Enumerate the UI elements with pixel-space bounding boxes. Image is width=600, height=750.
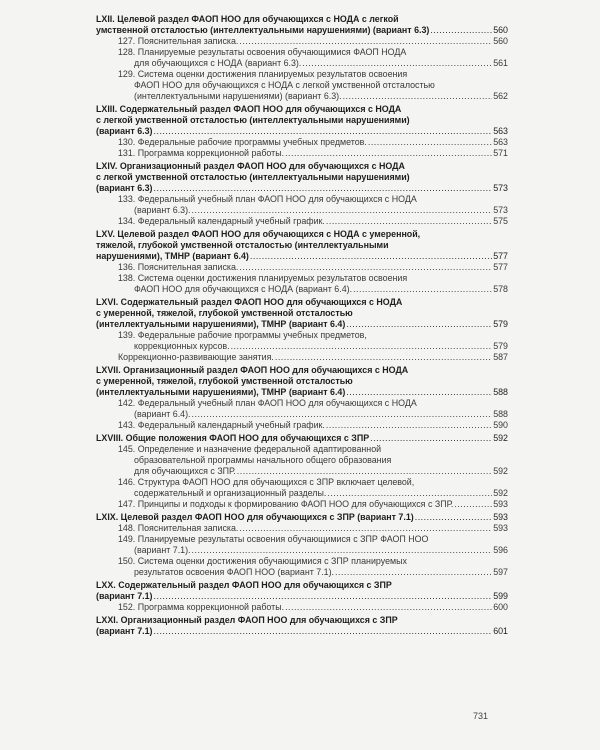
toc-page-number: 597 <box>493 567 508 577</box>
toc-entry-line: (вариант 7.1) <box>96 626 153 636</box>
page-number: 731 <box>473 711 489 721</box>
toc-entry-line: 148. Пояснительная записка. <box>118 523 239 533</box>
toc-entry-line: (вариант 6.3) <box>96 183 153 193</box>
toc-entry-line: (вариант 6.3) <box>96 126 153 136</box>
toc-page-number: 593 <box>493 523 508 533</box>
dot-leader <box>250 251 492 262</box>
toc-section-entry <box>96 14 508 36</box>
dot-leader <box>415 512 492 523</box>
toc-page-number: 593 <box>493 512 508 522</box>
toc-entry-line: 127. Пояснительная записка. <box>118 36 239 46</box>
toc-subentry <box>118 273 508 295</box>
toc-entry-line: (интеллектуальными нарушениями), ТМНР (вариант 6.4) <box>96 387 346 397</box>
toc-entry-line: образовательной программы начального общего образования <box>134 455 392 465</box>
toc-subentry <box>118 398 508 420</box>
dot-leader <box>192 545 493 556</box>
toc-entry-line: с умеренной, тяжелой, глубокой умственной отсталостью <box>96 308 353 318</box>
dot-leader <box>239 36 492 47</box>
toc-entry-line: Коррекционно-развивающие занятия. <box>118 352 274 362</box>
toc-entry-line: LXVIII. Общие положения ФАОП НОО для обучающихся с ЗПР <box>96 433 370 443</box>
toc-entry-line: умственной отсталостью (интеллектуальными нарушениями) (вариант 6.3) <box>96 25 430 35</box>
dot-leader <box>231 341 493 352</box>
toc-section-entry <box>96 433 508 444</box>
toc-entry-line: 152. Программа коррекционной работы. <box>118 602 285 612</box>
toc-subentry <box>118 330 508 352</box>
toc-entry-line: LXIV. Организационный раздел ФАОП НОО для обучающихся с НОДА <box>96 161 405 171</box>
toc-subentry <box>118 523 508 534</box>
toc-entry-line: 145. Определение и назначение федеральной адаптированной <box>118 444 382 454</box>
toc-page-number: 562 <box>493 91 508 101</box>
toc-section-entry <box>96 161 508 194</box>
toc-entry-line: LXV. Целевой раздел ФАОП НОО для обучающихся с НОДА с умеренной, <box>96 229 421 239</box>
toc-page-number: 577 <box>493 251 508 261</box>
toc-entry-line: LXXI. Организационный раздел ФАОП НОО для обучающихся с ЗПР <box>96 615 398 625</box>
toc-subentry <box>118 477 508 499</box>
dot-leader <box>454 499 492 510</box>
dot-leader <box>346 319 492 330</box>
toc-entry-line: содержательный и организационный разделы. <box>134 488 327 498</box>
dot-leader <box>326 216 492 227</box>
toc-page-number: 599 <box>493 591 508 601</box>
toc-page-number: 587 <box>493 352 508 362</box>
toc-page-number: 592 <box>493 433 508 443</box>
dot-leader <box>370 433 492 444</box>
toc-page-number: 563 <box>493 137 508 147</box>
toc-page-number: 588 <box>493 387 508 397</box>
toc-section-entry <box>96 615 508 637</box>
toc-page-number: 575 <box>493 216 508 226</box>
toc-entry-line: 147. Принципы и подходы к формированию ФАОП НОО для обучающихся с ЗПР. <box>118 499 454 509</box>
toc-page-number: 573 <box>493 183 508 193</box>
toc-subentry <box>118 444 508 477</box>
dot-leader <box>353 284 492 295</box>
toc-entry-line: 138. Система оценки достижения планируемых результатов освоения <box>118 273 408 283</box>
toc-page-number: 590 <box>493 420 508 430</box>
toc-entry-line: для обучающихся с ЗПР. <box>134 466 236 476</box>
toc-page-number: 601 <box>493 626 508 636</box>
toc-page-number: 593 <box>493 499 508 509</box>
toc-entry-line: с легкой умственной отсталостью (интеллектуальными нарушениями) <box>96 172 410 182</box>
toc-entry-line: LXX. Содержательный раздел ФАОП НОО для обучающихся с ЗПР <box>96 580 392 590</box>
toc-entry-line: (интеллектуальными нарушениями) (вариант 6.3). <box>134 91 342 101</box>
dot-leader <box>368 137 492 148</box>
toc-entry-line: коррекционных курсов. <box>134 341 230 351</box>
toc-entry-line: 131. Программа коррекционной работы. <box>118 148 285 158</box>
toc-entry-line: 134. Федеральный календарный учебный график. <box>118 216 325 226</box>
dot-leader <box>275 352 492 363</box>
toc-subentry <box>118 556 508 578</box>
dot-leader <box>154 626 493 637</box>
toc-entry-line: ФАОП НОО для обучающихся с НОДА (вариант 6.4). <box>134 284 353 294</box>
dot-leader <box>285 602 492 613</box>
toc-page-number: 561 <box>493 58 508 68</box>
toc-page-number: 578 <box>493 284 508 294</box>
dot-leader <box>154 591 493 602</box>
toc-page-number: 560 <box>493 25 508 35</box>
toc-subentry <box>118 148 508 159</box>
toc-page-number: 592 <box>493 488 508 498</box>
toc-entry-line: 146. Структура ФАОП НОО для обучающихся с ЗПР включает целевой, <box>118 477 415 487</box>
toc-page-number: 563 <box>493 126 508 136</box>
toc-entry-line: 139. Федеральные рабочие программы учебных предметов, <box>118 330 367 340</box>
toc-entry-line: с умеренной, тяжелой, глубокой умственной отсталостью <box>96 376 353 386</box>
toc-entry-line: 136. Пояснительная записка. <box>118 262 239 272</box>
toc-entry-line: с легкой умственной отсталостью (интеллектуальными нарушениями) <box>96 115 410 125</box>
toc-page-number: 592 <box>493 466 508 476</box>
toc-subentry <box>118 137 508 148</box>
toc-entry-line: (интеллектуальными нарушениями), ТМНР (вариант 6.4) <box>96 319 346 329</box>
toc-subentry <box>118 602 508 613</box>
toc-page-number: 579 <box>493 319 508 329</box>
toc-entry-line: (вариант 7.1). <box>134 545 191 555</box>
toc-entry-line: 149. Планируемые результаты освоения обучающимися с ЗПР ФАОП НОО <box>118 534 429 544</box>
table-of-contents <box>96 12 508 637</box>
dot-leader <box>154 126 493 137</box>
toc-entry-line: тяжелой, глубокой умственной отсталостью (интеллектуальными <box>96 240 389 250</box>
toc-entry-line: LXIX. Целевой раздел ФАОП НОО для обучающихся с ЗПР (вариант 7.1) <box>96 512 414 522</box>
toc-entry-line: 129. Система оценки достижения планируемых результатов освоения <box>118 69 408 79</box>
toc-section-entry <box>96 297 508 330</box>
dot-leader <box>335 567 492 578</box>
toc-subentry <box>118 47 508 69</box>
toc-entry-line: LXVII. Организационный раздел ФАОП НОО для обучающихся с НОДА <box>96 365 409 375</box>
toc-entry-line: для обучающихся с НОДА (вариант 6.3). <box>134 58 302 68</box>
toc-subentry <box>118 194 508 216</box>
toc-subentry <box>118 499 508 510</box>
dot-leader <box>327 488 492 499</box>
toc-entry-line: 142. Федеральный учебный план ФАОП НОО для обучающихся с НОДА <box>118 398 417 408</box>
toc-section-entry <box>96 512 508 523</box>
dot-leader <box>154 183 493 194</box>
toc-subentry <box>118 216 508 227</box>
toc-page-number: 596 <box>493 545 508 555</box>
toc-entry-line: результатов освоения ФАОП НОО (вариант 7.1). <box>134 567 335 577</box>
toc-entry-line: LXIII. Содержательный раздел ФАОП НОО для обучающихся с НОДА <box>96 104 402 114</box>
toc-page-number: 577 <box>493 262 508 272</box>
toc-entry-line: 133. Федеральный учебный план ФАОП НОО для обучающихся с НОДА <box>118 194 417 204</box>
toc-page-number: 579 <box>493 341 508 351</box>
dot-leader <box>237 466 492 477</box>
dot-leader <box>192 409 493 420</box>
dot-leader <box>285 148 492 159</box>
toc-subentry <box>118 352 508 363</box>
toc-entry-line: 130. Федеральные рабочие программы учебных предметов. <box>118 137 367 147</box>
toc-section-entry <box>96 229 508 262</box>
toc-entry-line: 128. Планируемые результаты освоения обучающимися ФАОП НОДА <box>118 47 407 57</box>
toc-page-number: 588 <box>493 409 508 419</box>
dot-leader <box>302 58 492 69</box>
toc-entry-line: 143. Федеральный календарный учебный график. <box>118 420 325 430</box>
dot-leader <box>346 387 492 398</box>
toc-entry-line: (вариант 6.3). <box>134 205 191 215</box>
toc-entry-line: LXII. Целевой раздел ФАОП НОО для обучающихся с НОДА с легкой <box>96 14 399 24</box>
dot-leader <box>239 523 492 534</box>
toc-entry-line: 150. Система оценки достижения обучающимися с ЗПР планируемых <box>118 556 407 566</box>
toc-entry-line: LXVI. Содержательный раздел ФАОП НОО для обучающихся с НОДА <box>96 297 403 307</box>
toc-subentry <box>118 69 508 102</box>
toc-subentry <box>118 534 508 556</box>
toc-entry-line: нарушениями), ТМНР (вариант 6.4) <box>96 251 249 261</box>
toc-subentry <box>118 36 508 47</box>
dot-leader <box>343 91 493 102</box>
dot-leader <box>239 262 492 273</box>
toc-section-entry <box>96 365 508 398</box>
toc-entry-line: (вариант 7.1) <box>96 591 153 601</box>
toc-page-number: 560 <box>493 36 508 46</box>
toc-page-number: 600 <box>493 602 508 612</box>
toc-subentry <box>118 420 508 431</box>
toc-entry-line: ФАОП НОО для обучающихся с НОДА с легкой умственной отсталостью <box>134 80 435 90</box>
toc-page-number: 573 <box>493 205 508 215</box>
toc-section-entry <box>96 580 508 602</box>
dot-leader <box>326 420 492 431</box>
dot-leader <box>192 205 493 216</box>
toc-entry-line: (вариант 6.4). <box>134 409 191 419</box>
toc-page-number: 571 <box>493 148 508 158</box>
toc-subentry <box>118 262 508 273</box>
toc-section-entry <box>96 104 508 137</box>
dot-leader <box>430 25 492 36</box>
